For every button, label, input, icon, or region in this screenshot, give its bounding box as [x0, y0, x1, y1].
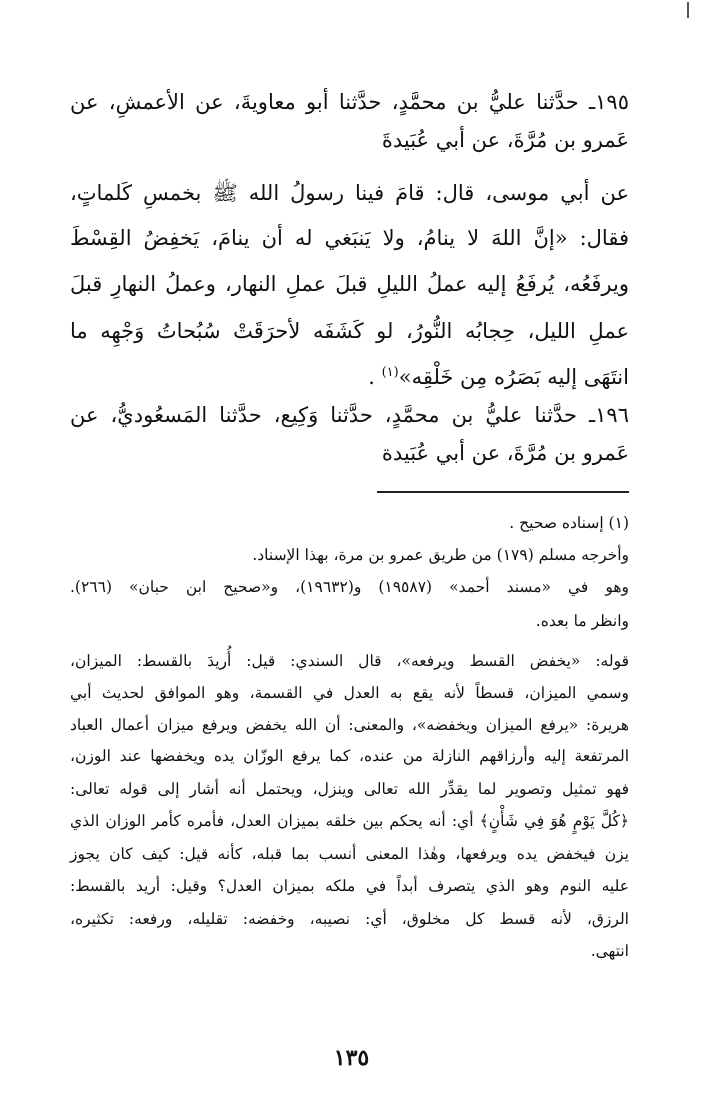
footnote-line: وأخرجه مسلم (١٧٩) من طريق عمرو بن مرة، بهذا الإسناد.	[252, 546, 629, 564]
text-line: عَمرو بن مُرَّةَ، عن أبي عُبَيدة	[381, 441, 629, 465]
text-line: ويرفَعُه، يُرفَعُ إليه عملُ الليلِ قبلَ عملِ النهار، وعملُ النهارِ قبلَ	[70, 272, 629, 296]
footnote-ref[interactable]: (١)	[381, 365, 399, 380]
footnote-line: (١) إسناده صحيح .	[509, 514, 629, 532]
text-line: فقال: «إنَّ اللهَ لا ينامُ، ولا يَنبَغي له أن ينامَ، يَخفِضُ القِسْطَ	[70, 226, 629, 250]
text-line: عن أبي موسى، قال: قامَ فينا رسولُ الله ﷺ بخمسِ كَلماتٍ،	[70, 181, 629, 205]
footnote-line: الرزق، لأنه قسط كل مخلوق، أي: نصيبه، وخفضه: تقليله، ورفعه: تكثيره،	[70, 910, 629, 928]
footnote-line: فهو تمثيل وتصوير لما يقدِّر الله تعالى وينزل، ويحتمل أنه أشار إلى قوله تعالى:	[70, 780, 629, 798]
footnote-line: وسمي الميزان، قسطاً لأنه يقع به العدل في القسمة، وهو الموافق لحديث أبي	[70, 684, 629, 702]
text-line-final	[70, 365, 629, 389]
footnote-line: انتهى.	[590, 942, 629, 960]
footnote-line: المرتفعة إليه وأرزاقهم النازلة من عنده، كما يرفع الوزّان يده ويخفضها عند الوزن،	[70, 747, 629, 765]
page-number: ١٣٥	[333, 1045, 370, 1071]
footnote-line: قوله: «يخفض القسط ويرفعه»، قال السندي: قيل: أُريدَ بالقسط: الميزان،	[70, 652, 629, 670]
footnote-line: ﴿كُلَّ يَوْمٍ هُوَ فِي شَأْنٍ﴾ أي: أنه يحكم بين خلقه بميزان العدل، فأمره كأمر الوزان الذي	[70, 812, 629, 830]
footnote-line: وانظر ما بعده.	[535, 612, 629, 630]
text-line: ١٩٦ـ حدَّثنا عليُّ بن محمَّدٍ، حدَّثنا وَكِيع، حدَّثنا المَسعُوديُّ، عن	[70, 403, 629, 427]
sentence-end: .	[368, 365, 382, 389]
text-line: عَمرو بن مُرَّةَ، عن أبي عُبَيدةَ	[381, 128, 629, 152]
footnote-line: يزن فيخفض يده ويرفعها، وهٰذا المعنى أنسب بما قبله، كأنه قيل: كيف كان يجوز	[70, 845, 629, 863]
footnote-line: عليه النوم وهو الذي يتصرف أبداً في ملكه بميزان العدل؟ وقيل: أريد بالقسط:	[70, 877, 629, 895]
footnote-divider	[377, 491, 629, 493]
footnote-line: وهو في «مسند أحمد» (١٩٥٨٧) و(١٩٦٣٢)، و«صحيح ابن حبان» (٢٦٦).	[70, 578, 629, 596]
footnote-line: هريرة: «يرفع الميزان ويخفضه»، والمعنى: أن الله يخفض ويرفع ميزان أعمال العباد	[70, 716, 629, 734]
text-line: عملِ الليل، حِجابُه النُّورُ، لو كَشَفَه لأحرَقَتْ سُبُحاتُ وَجْهِه ما	[70, 319, 629, 343]
page-corner-mark	[687, 2, 689, 18]
text-line: ١٩٥ـ حدَّثنا عليُّ بن محمَّدٍ، حدَّثنا أبو معاويةَ، عن الأعمشِ، عن	[70, 90, 629, 114]
text-segment: انتَهَى إليه بَصَرُه مِن خَلْقِه»	[398, 365, 629, 389]
